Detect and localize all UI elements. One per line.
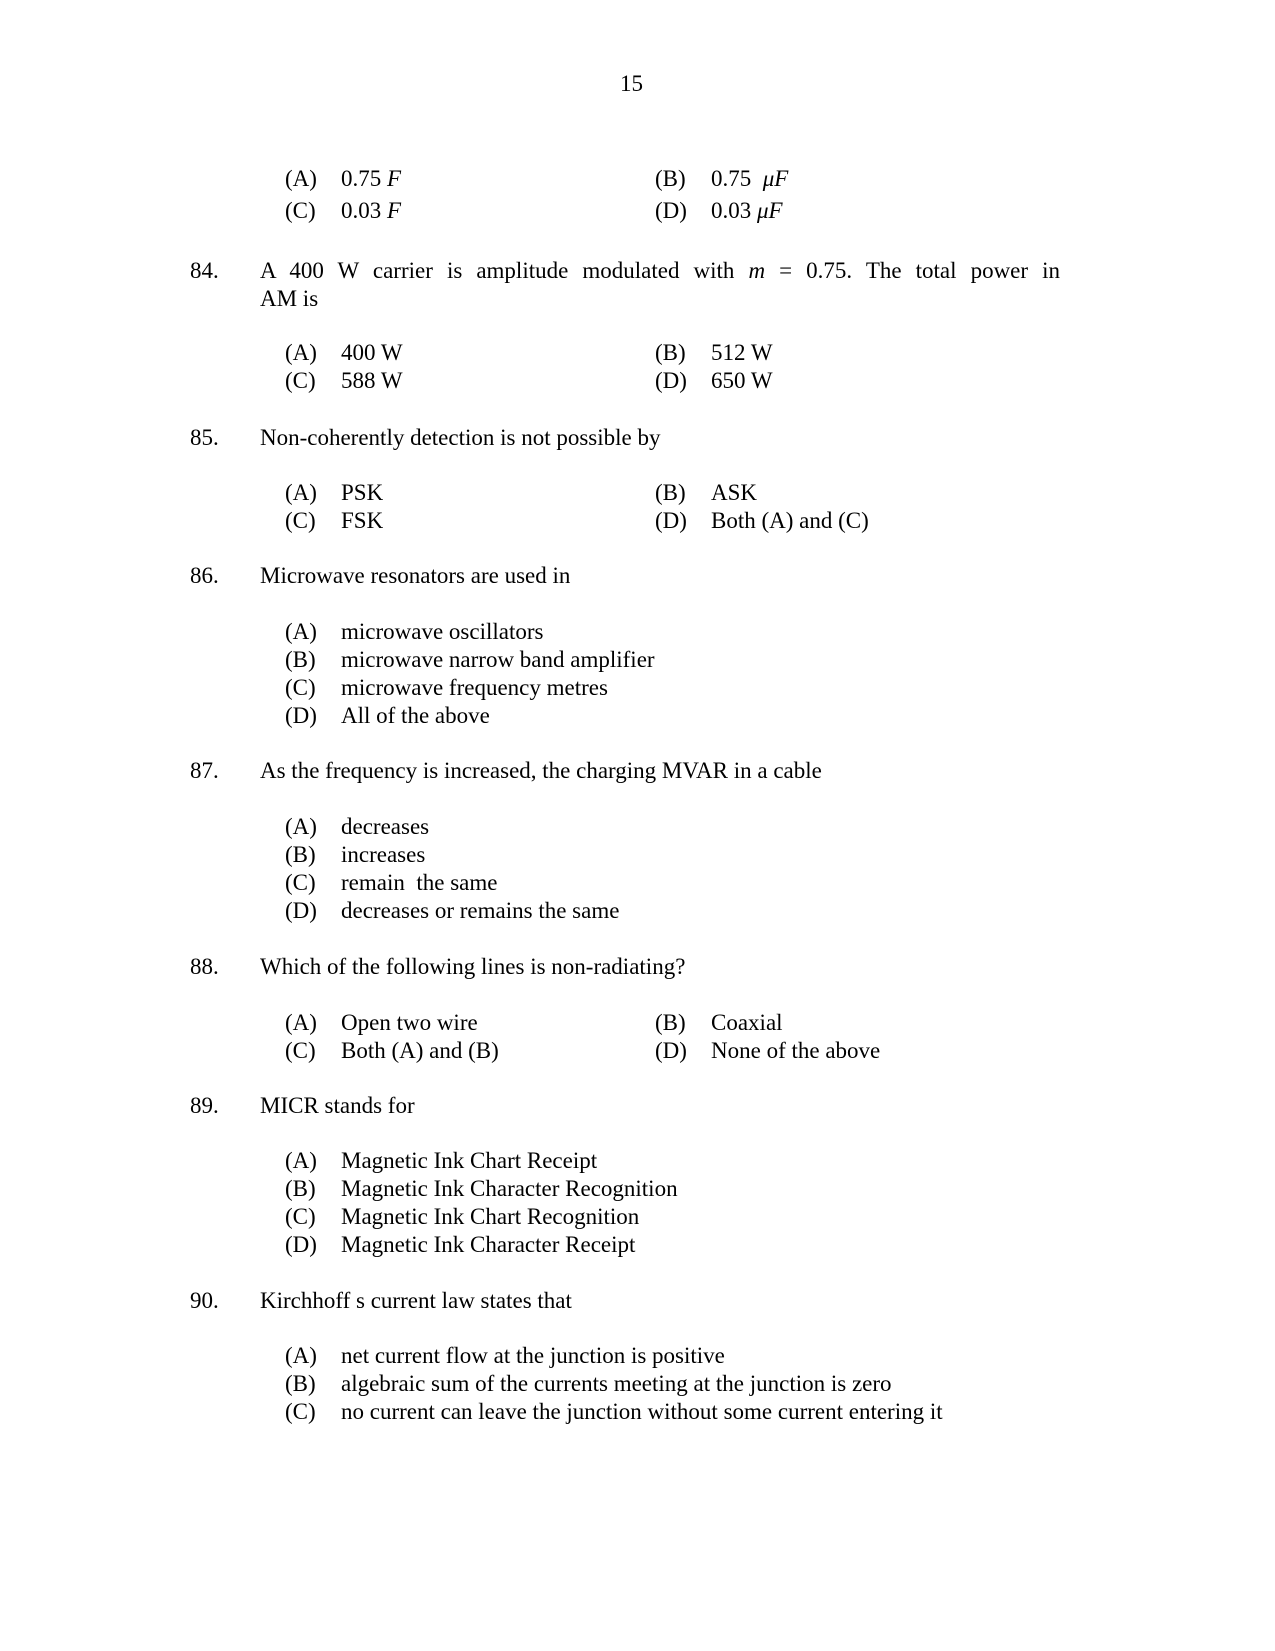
option-letter: (D) [655,508,687,533]
option [285,813,429,841]
option-value: 0.75 [711,166,752,191]
option [285,618,543,646]
question-number: 89. [190,1093,219,1118]
option-letter: (D) [655,368,687,393]
option [655,339,773,367]
option-letter: (C) [285,1399,316,1424]
option [285,1147,597,1175]
option-text: remain the same [341,870,498,895]
option [285,479,383,507]
option-text: algebraic sum of the currents meeting at the junction is zero [341,1371,892,1396]
question-text: Kirchhoff s current law states that [260,1288,572,1313]
question-text: Non-coherently detection is not possible by [260,425,661,450]
q83-option-a [285,165,401,193]
option-text: no current can leave the junction without some current entering it [341,1399,943,1424]
option-text: Coaxial [711,1010,783,1035]
option-letter: (C) [285,1204,316,1229]
option [285,869,497,897]
option-letter: (B) [285,1371,316,1396]
q83-option-d [655,197,783,225]
option-letter: (B) [655,480,686,505]
option-letter: (D) [655,1038,687,1063]
question-text: Which of the following lines is non-radiating? [260,954,686,979]
option-unit: μF [757,198,783,223]
option-letter: (A) [285,619,317,644]
option-letter: (C) [285,508,316,533]
option-value: 0.03 [341,198,382,223]
q83-option-b [655,165,788,193]
option-text: Open two wire [341,1010,478,1035]
option-text: FSK [341,508,384,533]
option-letter: (A) [285,340,317,365]
option-text: Magnetic Ink Character Receipt [341,1232,636,1257]
option [285,1342,725,1370]
q83-option-c [285,197,401,225]
option-letter: (A) [285,1343,317,1368]
option-letter: (A) [285,1148,317,1173]
option-text: net current flow at the junction is positive [341,1343,725,1368]
option [655,507,869,535]
option [285,1370,892,1398]
option-value: 0.75 [341,166,382,191]
option-text: Magnetic Ink Chart Recognition [341,1204,640,1229]
option-letter: (C) [285,1038,316,1063]
question-text-part: A 400 W carrier is amplitude modulated with [260,258,735,283]
option-text: PSK [341,480,384,505]
option-text: None of the above [711,1038,881,1063]
option-text: ASK [711,480,758,505]
option-letter: (C) [285,368,316,393]
option-text: 512 W [711,340,773,365]
option-text: decreases [341,814,430,839]
option-text: 650 W [711,368,773,393]
option [285,1231,635,1259]
option [285,1175,678,1203]
option-text: Both (A) and (C) [711,508,869,533]
option [285,1203,639,1231]
option-text: Magnetic Ink Character Recognition [341,1176,678,1201]
option [285,897,619,925]
option-letter: (A) [285,814,317,839]
question-number: 90. [190,1288,219,1313]
question-text: Microwave resonators are used in [260,563,571,588]
question-text [260,257,1060,285]
option-letter: (A) [285,166,317,191]
option-text: microwave narrow band amplifier [341,647,655,672]
option [285,1009,478,1037]
option-value: 0.03 [711,198,752,223]
option [285,507,383,535]
option-letter: (B) [655,1010,686,1035]
option [285,1037,499,1065]
option [655,367,773,395]
option [285,674,608,702]
question-number: 88. [190,954,219,979]
option-letter: (D) [285,898,317,923]
option-unit: F [387,166,402,191]
option-unit: μF [762,166,789,191]
option-text: Both (A) and (B) [341,1038,499,1063]
option-letter: (C) [285,675,316,700]
option [285,339,403,367]
question-number: 85. [190,425,219,450]
option-text: decreases or remains the same [341,898,620,923]
option-text: 400 W [341,340,403,365]
option-letter: (C) [285,870,316,895]
option-letter: (B) [285,842,316,867]
option [655,479,757,507]
option [285,367,403,395]
option [285,646,655,674]
option-text: All of the above [341,703,490,728]
option [655,1009,783,1037]
option-text: 588 W [341,368,403,393]
option-letter: (D) [285,703,317,728]
question-number: 87. [190,758,219,783]
page-number: 15 [620,71,643,96]
option-letter: (A) [285,1010,317,1035]
option-text: microwave frequency metres [341,675,608,700]
option-letter: (D) [285,1232,317,1257]
option-letter: (B) [285,1176,316,1201]
question-text: MICR stands for [260,1093,415,1118]
option-letter: (C) [285,198,316,223]
question-number: 86. [190,563,219,588]
question-text: As the frequency is increased, the charging MVAR in a cable [260,758,822,783]
option-unit: F [387,198,402,223]
option-letter: (B) [285,647,316,672]
option-text: increases [341,842,426,867]
question-number: 84. [190,258,219,283]
option [285,702,490,730]
option-text: Magnetic Ink Chart Receipt [341,1148,598,1173]
option-text: microwave oscillators [341,619,544,644]
option [655,1037,880,1065]
option-letter: (D) [655,198,687,223]
question-text-part: = 0.75. The total power in [779,258,1061,283]
option-letter: (B) [655,166,686,191]
option-letter: (A) [285,480,317,505]
option [285,841,425,869]
variable-m: m [748,258,766,283]
option [285,1398,943,1426]
question-text-line2: AM is [260,286,319,311]
option-letter: (B) [655,340,686,365]
